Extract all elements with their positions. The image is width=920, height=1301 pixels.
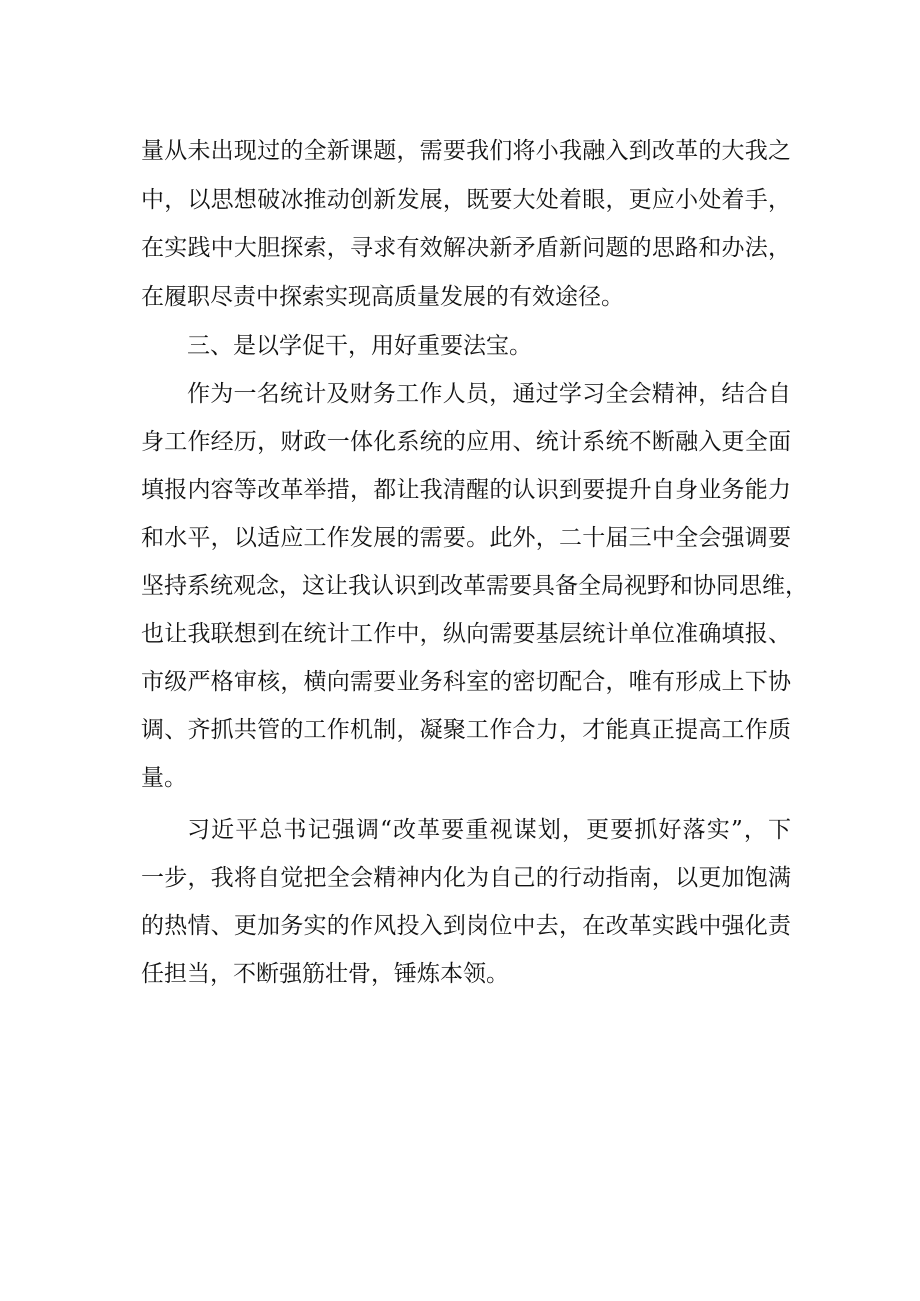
paragraph-line: 量从未出现过的全新课题，需要我们将小我融入到改革的大我之 bbox=[141, 138, 791, 164]
paragraph-line: 在实践中大胆探索，寻求有效解决新矛盾新问题的思路和办法， bbox=[141, 235, 791, 261]
paragraph-line: 任担当，不断强筋壮骨，锤炼本领。 bbox=[141, 961, 509, 987]
paragraph-line: 一步，我将自觉把全会精神内化为自己的行动指南，以更加饱满 bbox=[141, 865, 791, 891]
paragraph-line: 习近平总书记强调“改革要重视谋划，更要抓好落实”，下 bbox=[187, 817, 791, 843]
paragraph-line: 作为一名统计及财务工作人员，通过学习全会精神，结合自 bbox=[187, 381, 791, 407]
paragraph-line: 的热情、更加务实的作风投入到岗位中去，在改革实践中强化责 bbox=[141, 913, 791, 939]
paragraph-line: 身工作经历，财政一体化系统的应用、统计系统不断融入更全面 bbox=[141, 429, 791, 455]
paragraph-line: 量。 bbox=[141, 765, 187, 791]
paragraph-line: 调、齐抓共管的工作机制，凝聚工作合力，才能真正提高工作质 bbox=[141, 717, 791, 743]
paragraph-line: 中，以思想破冰推动创新发展，既要大处着眼，更应小处着手， bbox=[141, 187, 791, 213]
paragraph-line: 坚持系统观念，这让我认识到改革需要具备全局视野和协同思维， bbox=[141, 573, 808, 599]
paragraph-line: 也让我联想到在统计工作中，纵向需要基层统计单位准确填报、 bbox=[141, 621, 791, 647]
paragraph-line: 市级严格审核，横向需要业务科室的密切配合，唯有形成上下协 bbox=[141, 669, 791, 695]
paragraph-line: 和水平，以适应工作发展的需要。此外，二十届三中全会强调要 bbox=[141, 525, 791, 551]
paragraph-line: 填报内容等改革举措，都让我清醒的认识到要提升自身业务能力 bbox=[141, 477, 791, 503]
paragraph-line: 在履职尽责中探索实现高质量发展的有效途径。 bbox=[141, 284, 624, 310]
section-heading: 三、是以学促干，用好重要法宝。 bbox=[187, 333, 532, 359]
